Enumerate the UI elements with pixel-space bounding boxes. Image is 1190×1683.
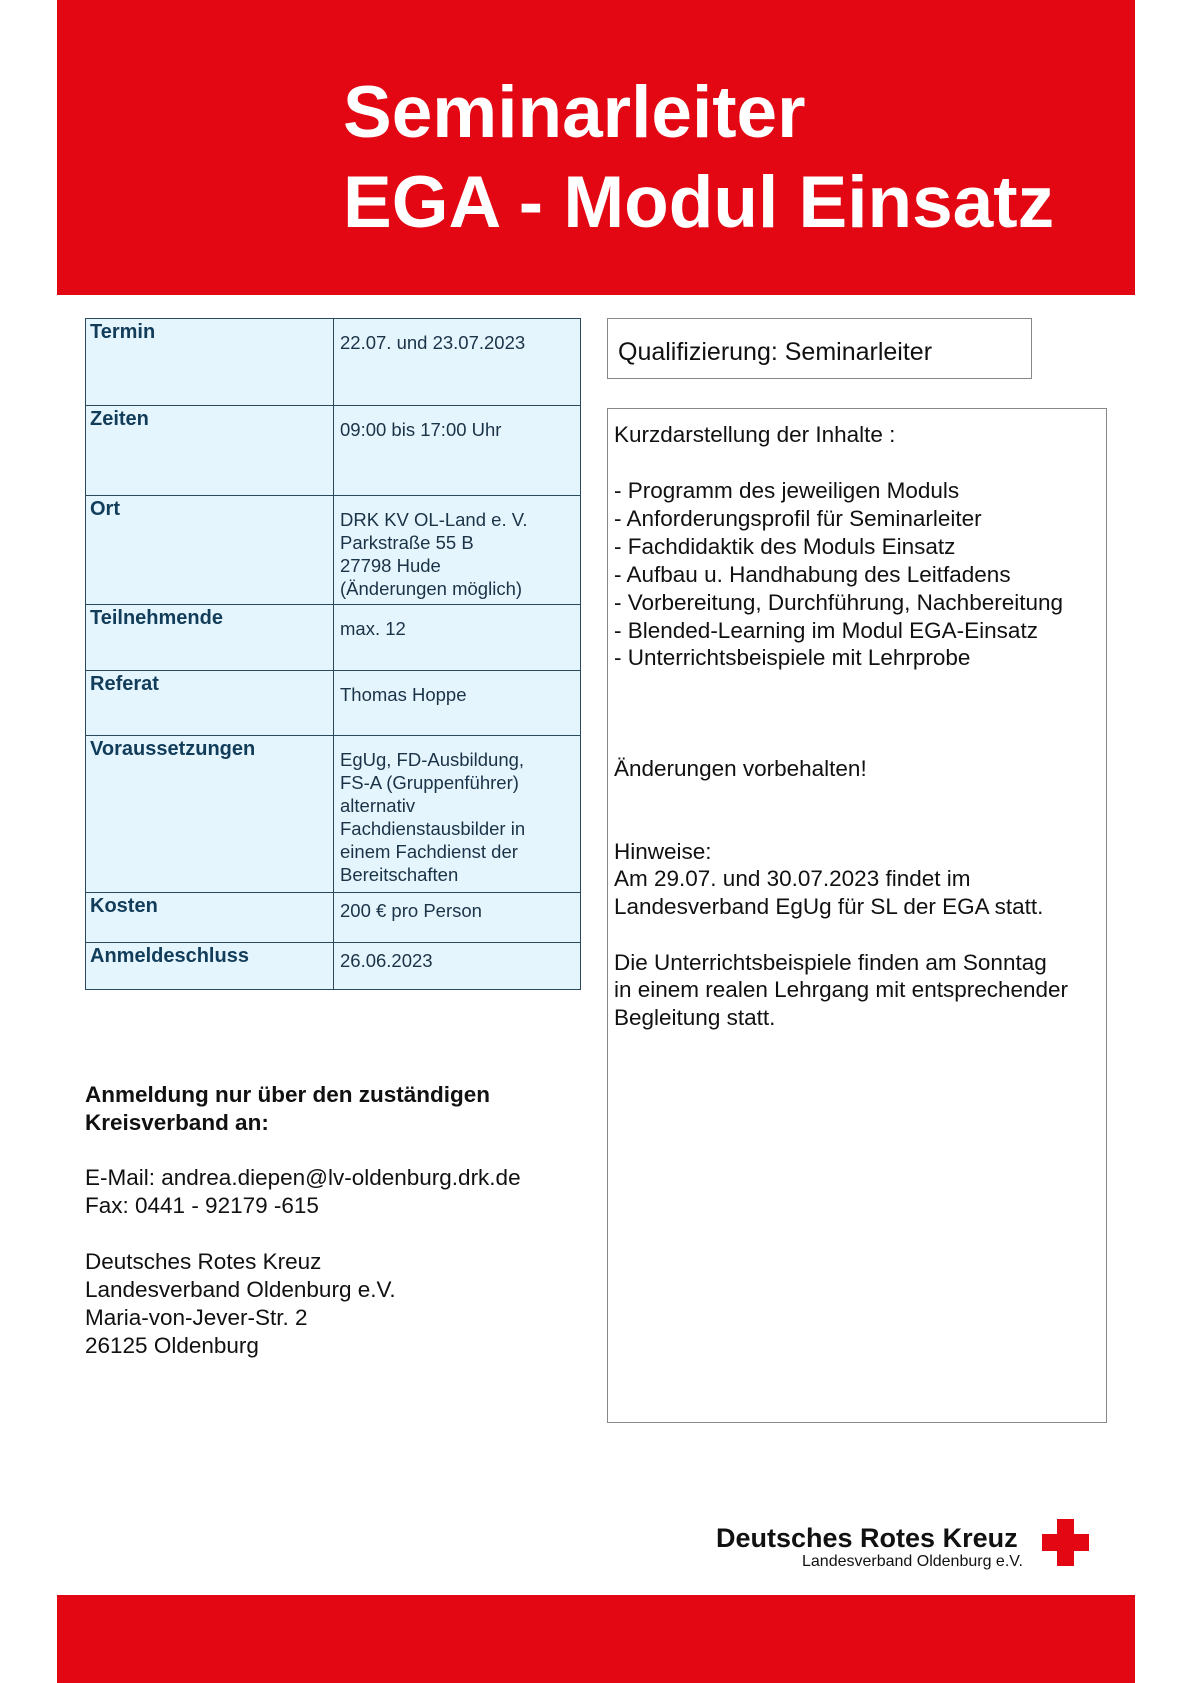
row-label: Teilnehmende [86,605,334,671]
row-label: Voraussetzungen [86,736,334,893]
address-line: Deutsches Rotes Kreuz [85,1249,322,1274]
row-value [334,605,581,671]
changes-note: Änderungen vorbehalten! [614,756,867,781]
value-line: EgUg, FD-Ausbildung, [340,749,525,770]
row-label: Referat [86,671,334,736]
value-line: 09:00 bis 17:00 Uhr [340,419,502,440]
qualification-box [607,318,1032,379]
table-row [86,943,581,990]
content-box [607,408,1107,1423]
table-row [86,605,581,671]
value-line: einem Fachdienst der [340,841,518,862]
value-line: 22.07. und 23.07.2023 [340,332,526,353]
registration-heading: Kreisverband an: [85,1110,269,1135]
row-value [334,736,581,893]
row-value [334,671,581,736]
fax-text: Fax: 0441 - 92179 -615 [85,1193,319,1218]
row-value [334,943,581,990]
address-line: 26125 Oldenburg [85,1333,259,1358]
table-row [86,893,581,943]
value-line: FS-A (Gruppenführer) [340,772,519,793]
hints-text: Am 29.07. und 30.07.2023 findet im [614,866,971,891]
table-row [86,671,581,736]
value-line: (Änderungen möglich) [340,578,523,599]
registration-heading: Anmeldung nur über den zuständigen [85,1082,490,1107]
value-line: Parkstraße 55 B [340,532,474,553]
value-line: Bereitschaften [340,864,459,885]
address-line: Maria-von-Jever-Str. 2 [85,1305,308,1330]
list-item: - Aufbau u. Handhabung des Leitfadens [614,562,1011,587]
red-cross-icon [1042,1519,1089,1566]
value-line: 26.06.2023 [340,950,433,971]
logo-name: Deutsches Rotes Kreuz [716,1523,1018,1553]
value-line: max. 12 [340,618,406,639]
table-row [86,406,581,496]
address-line: Landesverband Oldenburg e.V. [85,1277,396,1302]
value-line: DRK KV OL-Land e. V. [340,509,528,530]
list-item: - Programm des jeweiligen Moduls [614,478,960,503]
table-row [86,496,581,605]
qualification-text: Qualifizierung: Seminarleiter [618,338,933,366]
list-item: - Vorbereitung, Durchführung, Nachbereitung [614,590,1064,615]
hints-text: Landesverband EgUg für SL der EGA statt. [614,894,1044,919]
list-item: - Anforderungsprofil für Seminarleiter [614,506,982,531]
hints-text: Die Unterrichtsbeispiele finden am Sonntag [614,950,1047,975]
list-item: - Unterrichtsbeispiele mit Lehrprobe [614,645,971,670]
hints-text: in einem realen Lehrgang mit entsprechender [614,977,1069,1002]
row-value [334,319,581,406]
list-item: - Fachdidaktik des Moduls Einsatz [614,534,956,559]
info-table [85,318,581,990]
value-line: Fachdienstausbilder in [340,818,526,839]
row-value [334,893,581,943]
row-label: Kosten [86,893,334,943]
list-item: - Blended-Learning im Modul EGA-Einsatz [614,618,1038,643]
page-title-line2: EGA - Modul Einsatz [343,162,1055,243]
row-value [334,406,581,496]
hints-text: Begleitung statt. [614,1005,776,1030]
table-row [86,319,581,406]
email-text: E-Mail: andrea.diepen@lv-oldenburg.drk.de [85,1165,521,1190]
row-label: Termin [86,319,334,406]
hints-heading: Hinweise: [614,839,712,864]
content-heading: Kurzdarstellung der Inhalte : [614,422,896,447]
row-value [334,496,581,605]
page-title-line1: Seminarleiter [343,72,806,153]
row-label: Ort [86,496,334,605]
value-line: 27798 Hude [340,555,441,576]
footer-band [57,1595,1135,1683]
value-line: 200 € pro Person [340,900,482,921]
value-line: alternativ [340,795,416,816]
logo-sub: Landesverband Oldenburg e.V. [802,1553,1023,1570]
table-row [86,736,581,893]
row-label: Anmeldeschluss [86,943,334,990]
value-line: Thomas Hoppe [340,684,467,705]
row-label: Zeiten [86,406,334,496]
